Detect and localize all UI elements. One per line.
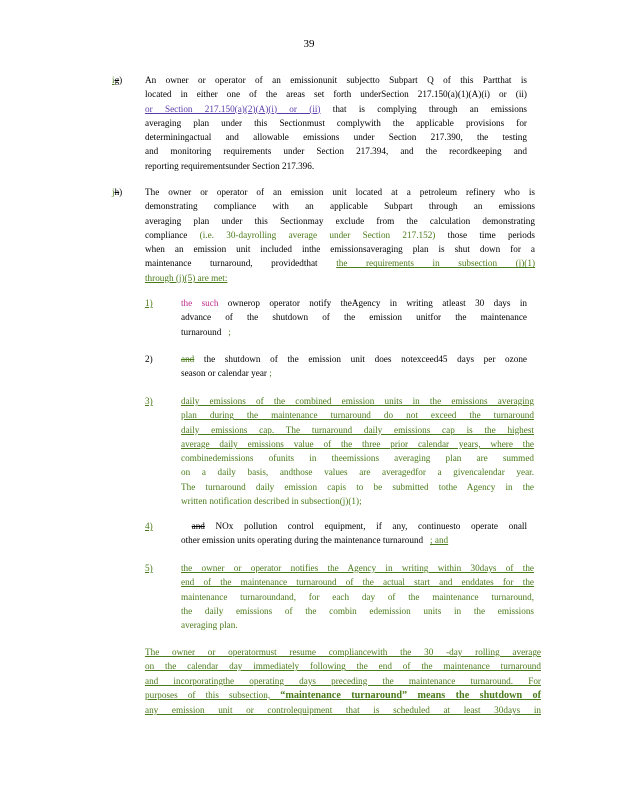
item-number-3: 3): [145, 396, 153, 406]
para-i-line: located in either one of the areas set forth underSection 217.150(a)(1)(A)(i) or (ii): [145, 89, 527, 100]
item-number-5: 5): [145, 563, 153, 573]
para-j-line: demonstrating compliance with an applicable Subpart through an emissions: [145, 201, 535, 212]
item-3-line: on a daily basis, andthose values are averagedfor a givencalendar year.: [181, 467, 534, 478]
defined-term: “maintenance turnaround” means the shutdown of: [280, 689, 541, 701]
inserted-text: the such: [181, 298, 219, 308]
item-2-line: season or calendar year ;: [181, 368, 272, 379]
item-2: [181, 352, 527, 381]
item-5-line: the owner or operator notifies the Agency in writing within 30days of the: [181, 563, 534, 573]
marker-close: ): [119, 75, 123, 85]
item-number-1: 1): [145, 298, 153, 308]
item-number-2: 2): [145, 354, 153, 364]
para-i-line: averaging plan under this Sectionmust complywith the applicable provisions for: [145, 117, 527, 128]
para-i-line: An owner or operator of an emissionunit subjectto Subpart Q of this Partthat is: [145, 75, 527, 85]
deleted-text: and: [191, 521, 205, 531]
paragraph-marker-j: [112, 185, 122, 199]
para-i-line: determiningactual and allowable emissions under Section 217.390, the testing: [145, 132, 527, 143]
item-3-line: daily emissions cap. The turnaround daily emissions cap is the highest: [181, 424, 534, 435]
item-3-line: The turnaround daily emission capis to be submitted tothe Agency in the: [181, 481, 534, 492]
para-j-line: averaging plan under this Sectionmay exclude from the calculation demonstrating: [145, 215, 535, 226]
item-number-4: 4): [145, 521, 153, 531]
marker-new-letter: j: [112, 187, 115, 197]
para-i-line: and monitoring requirements under Section 217.394, and the recordkeeping and: [145, 146, 527, 157]
item-1: [181, 296, 527, 339]
item-5: [181, 561, 534, 632]
closing-line-4: purposes of this subsection, “maintenance turnaround” means the shutdown of: [145, 689, 541, 701]
item-1-line: advance of the shutdown of the emission unitfor the maintenance: [181, 312, 527, 323]
item-4-line: and NOx pollution control equipment, if any, continuesto operate onall: [191, 521, 527, 531]
closing-line: The owner or operatormust resume compliancewith the 30 -day rolling average: [145, 647, 541, 657]
item-5-line: end of the maintenance turnaround of the actual start and enddates for the: [181, 577, 534, 588]
paragraph-j: [145, 185, 535, 285]
para-j-line-4: compliance (i.e. 30-dayrolling average under Section 217.152) those time periods: [145, 229, 535, 240]
paragraph-marker-i: [112, 73, 122, 87]
item-3-line: average daily emissions value of the three prior calendar years, where the: [181, 438, 534, 449]
item-5-line: the daily emissions of the combin edemission units in the emissions: [181, 605, 534, 616]
item-3: [181, 394, 534, 508]
inserted-text: the requirements in subsection (j)(1): [336, 258, 536, 269]
inserted-text: through (j)(5) are met:: [145, 272, 228, 283]
para-i-line: reporting requirementsunder Section 217.396.: [145, 160, 315, 171]
marker-old-letter: g: [114, 75, 120, 85]
item-4-line: other emission units operating during the maintenance turnaround ; and: [181, 535, 449, 546]
marker-close: ): [119, 187, 123, 197]
inserted-text: (i.e. 30-dayrolling average under Section 217.152): [199, 229, 436, 240]
para-j-line-7: [145, 271, 535, 285]
marker-old-letter: h: [114, 187, 120, 197]
item-4: [181, 519, 527, 548]
inserted-text: or Section 217.150(a)(2)(A)(i) or (ii): [145, 103, 321, 114]
para-j-line: The owner or operator of an emission unit located at a petroleum refinery who is: [145, 187, 535, 197]
item-3-line: daily emissions of the combined emission units in the emissions averaging: [181, 396, 534, 406]
para-i-line-3: or Section 217.150(a)(2)(A)(i) or (ii) that is complying through an emissions: [145, 103, 527, 114]
closing-line: and incorporatingthe operating days preceding the maintenance turnaround. For: [145, 675, 541, 686]
deleted-text: and: [181, 354, 195, 364]
item-1-line: turnaround ;: [181, 326, 231, 337]
closing-paragraph: [145, 645, 541, 717]
item-5-line: maintenance turnaroundand, for each day of the maintenance turnaround,: [181, 591, 534, 602]
item-1-line: the such ownerор operator notify theAgency in writing atleast 30 days in: [181, 298, 527, 308]
marker-new-letter: i: [112, 75, 115, 85]
item-3-line: written notification described in subsection(j)(1);: [181, 496, 362, 507]
page-number: 39: [303, 38, 315, 50]
para-j-line: when an emission unit included inthe emissionsaveraging plan is shut down for a: [145, 244, 535, 255]
closing-line: any emission unit or controlequipment that is scheduled at least 30days in: [145, 705, 541, 716]
paragraph-i: [145, 73, 527, 173]
item-3-line: combinedemissions ofunits in theemissions averaging plan are summed: [181, 453, 534, 464]
item-2-line: and the shutdown of the emission unit does notexceed45 days per ozone: [181, 354, 527, 364]
item-3-line: plan during the maintenance turnaround do not exceed the turnaround: [181, 410, 534, 421]
item-5-line: averaging plan.: [181, 620, 238, 631]
para-j-line-6: maintenance turnaround, providedthat the requirements in subsection (j)(1): [145, 258, 536, 269]
closing-line: on the calendar day immediately following the end of the maintenance turnaround: [145, 661, 541, 672]
